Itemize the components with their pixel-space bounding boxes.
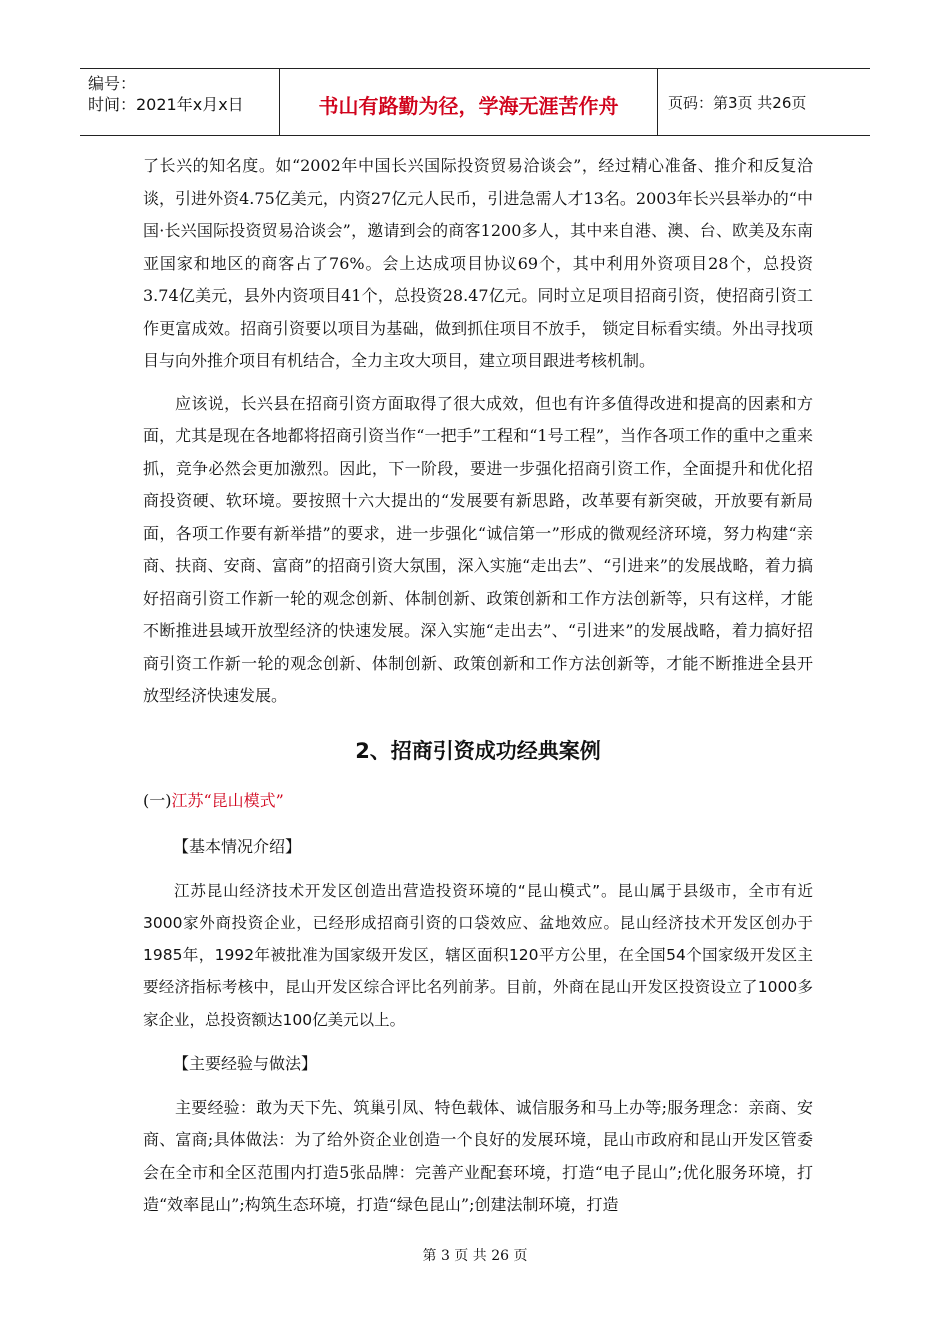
experience-label: 【主要经验与做法】 — [173, 1053, 318, 1073]
document-body — [143, 150, 813, 1233]
document-number-label: 编号： — [88, 74, 137, 93]
body-paragraph-2: 应该说，长兴县在招商引资方面取得了很大成效，但也有许多值得改进和提高的因素和方面，尤其是现在各地都将招商引资当作“一把手”工程和“1号工程”，当作各项工作的重中之重来抓，竞争必然会更加激烈。因此，下一阶段，要进一步强化招商引资工作，全面提升和优化招商投资硬、软环境。要按照十六大提出的“发展要有新思路，改革要有新突破，开放要有新局面，各项工作要有新举措”的要求，进一步强化“诚信第一”形成的微观经济环境，努力构建“亲商、扶商、安商、富商”的招商引资大氛围，深入实施“走出去”、“引进来”的发展战略，着力搞好招商引资工作新一轮的观念创新、体制创新、政策创新和工作方法创新等，只有这样，才能不断推进县域开放型经济的快速发展。深入实施“走出去”、“引进来”的发展战略，着力搞好招商引资工作新一轮的观念创新、体制创新、政策创新和工作方法创新等，才能不断推进全县开放型经济快速发展。 — [143, 393, 813, 705]
header-meta — [80, 69, 280, 135]
header-page-info: 页码：第3页 共26页 — [668, 93, 807, 112]
page-header — [80, 68, 870, 136]
subsection-name: 江苏“昆山模式” — [171, 790, 284, 810]
basic-info-paragraph: 江苏昆山经济技术开发区创造出营造投资环境的“昆山模式”。昆山属于县级市，全市有近3000家外商投资企业，已经形成招商引资的口袋效应、盆地效应。昆山经济技术开发区创办于1985年，1992年被批准为国家级开发区，辖区面积120平方公里，在全国54个国家级开发区主要经济指标考核中，昆山开发区综合评比名列前茅。目前，外商在昆山开发区投资设立了1000多家企业，总投资额达100亿美元以上。 — [143, 881, 813, 1029]
document-date-label: 时间：2021年x月x日 — [88, 95, 244, 114]
subsection-prefix: (一) — [143, 790, 172, 810]
body-paragraph-1: 了长兴的知名度。如“2002年中国长兴国际投资贸易洽谈会”，经过精心准备、推介和反复洽谈，引进外资4.75亿美元，内资27亿元人民币，引进急需人才13名。2003年长兴县举办的“中国·长兴国际投资贸易洽谈会”，邀请到会的商客1200多人，其中来自港、澳、台、欧美及东南亚国家和地区的商客占了76%。会上达成项目协议69个，其中利用外资项目28个，总投资3.74亿美元，县外内资项目41个，总投资28.47亿元。同时立足项目招商引资，使招商引资工作更富成效。招商引资要以项目为基础，做到抓住项目不放手， 锁定目标看实绩。外出寻找项目与向外推介项目有机结合，全力主攻大项目，建立项目跟进考核机制。 — [143, 156, 813, 370]
subsection-title — [143, 785, 813, 817]
header-motto: 书山有路勤为径，学海无涯苦作舟 — [280, 69, 658, 135]
page-footer: 第 3 页 共 26 页 — [422, 1248, 528, 1264]
section-heading: 2、招商引资成功经典案例 — [355, 738, 601, 763]
experience-paragraph: 主要经验：敢为天下先、筑巢引凤、特色载体、诚信服务和马上办等;服务理念：亲商、安商、富商;具体做法：为了给外资企业创造一个良好的发展环境，昆山市政府和昆山开发区管委会在全市和全区范围内打造5张品牌：完善产业配套环境，打造“电子昆山”;优化服务环境，打造“效率昆山”;构筑生态环境，打造“绿色昆山”;创建法制环境，打造 — [143, 1097, 813, 1214]
basic-info-label: 【基本情况介绍】 — [173, 836, 302, 856]
